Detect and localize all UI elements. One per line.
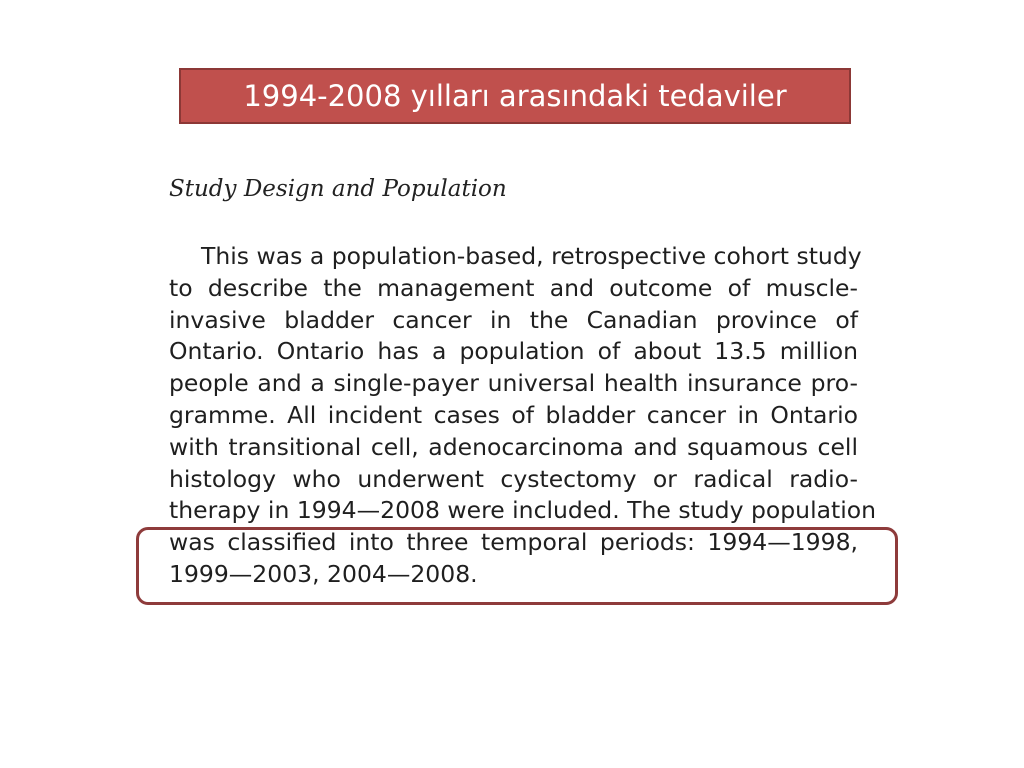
slide-title-banner [179,68,851,124]
paragraph-line: to describe the management and outcome of muscle- [169,273,858,302]
paragraph-line: histology who underwent cystectomy or radical radio- [169,464,858,493]
slide-title: 1994-2008 yılları arasındaki tedaviler [243,79,787,113]
paragraph-line: 1999—2003, 2004—2008. [169,559,478,588]
paragraph-line: invasive bladder cancer in the Canadian province of [169,305,858,334]
paragraph-line: This was a population-based, retrospective cohort study [201,242,862,270]
section-heading: Study Design and Population [169,176,507,202]
highlight-box [136,527,898,605]
paragraph-line: gramme. All incident cases of bladder cancer in Ontario [169,400,858,429]
paragraph-line: people and a single-payer universal health insurance pro- [169,369,858,398]
paragraph-line: therapy in 1994—2008 were included. The study population [169,496,877,525]
paragraph-line: was classified into three temporal periods: 1994—1998, [169,528,858,557]
paragraph-line: Ontario. Ontario has a population of about 13.5 million [169,337,858,366]
paragraph-line: with transitional cell, adenocarcinoma and squamous cell [169,432,858,461]
